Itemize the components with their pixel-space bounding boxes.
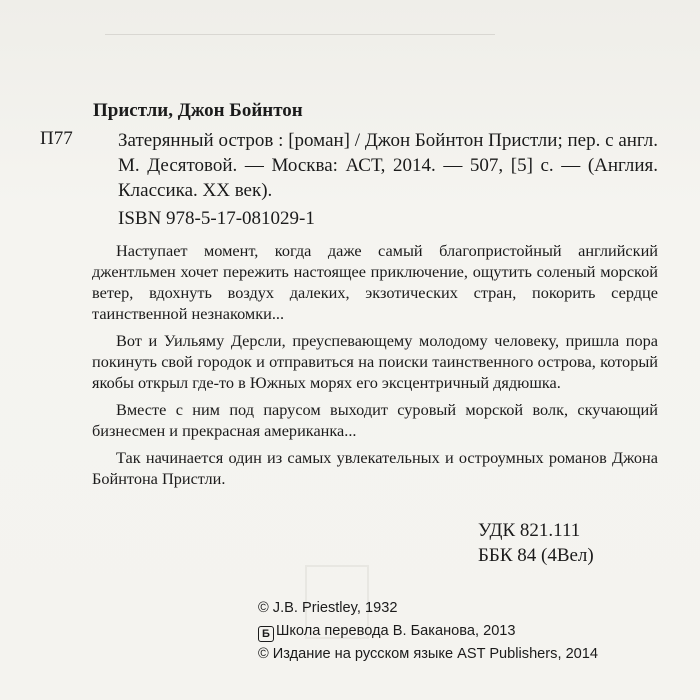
bibliographic-entry: Затерянный остров : [роман] / Джон Бойнтон Пристли; пер. с англ. М. Десятовой. — Москва: АСТ, 2014. — 507, [5] с. — (Англия. Классика. XX век). [118,130,658,201]
udc-code: УДК 821.111 [478,520,581,541]
copyright-edition: © Издание на русском языке AST Publishers, 2014 [258,646,599,662]
bbk-code: ББК 84 (4Вел) [478,545,594,566]
copyright-translation-text: Школа перевода В. Баканова, 2013 [276,623,516,639]
annotation-paragraph: Вместе с ним под парусом выходит суровый морской волк, скучающий бизнесмен и прекрасная американка... [92,400,658,440]
classification-codes [478,518,594,568]
bleed-through-rule [105,34,495,35]
translation-school-logo-icon: Б [258,626,274,642]
annotation-paragraph: Вот и Уильяму Дерсли, преуспевающему молодому человеку, пришла пора покинуть свой городок и отправиться на поиски таинственного острова, который якобы открыл где-то в Южных морях его эксцентричный дядюшка. [92,331,658,392]
annotation-paragraph: Так начинается один из самых увлекательных и остроумных романов Джона Бойнтона Пристли. [92,448,658,488]
book-annotation [92,240,658,489]
author-heading: Пристли, Джон Бойнтон [93,100,303,121]
copyright-block [258,597,598,666]
copyright-translation [258,620,598,643]
copyright-author: © J.B. Priestley, 1932 [258,600,398,616]
isbn-number: ISBN 978-5-17-081029-1 [118,208,315,229]
author-code: П77 [40,128,73,149]
annotation-paragraph: Наступает момент, когда даже самый благопристойный английский джентльмен хочет пережить настоящее приключение, ощутить соленый морской ветер, вдохнуть воздух далеких, экзотических стран, покорить сердце таинственной незнакомки... [92,241,658,323]
